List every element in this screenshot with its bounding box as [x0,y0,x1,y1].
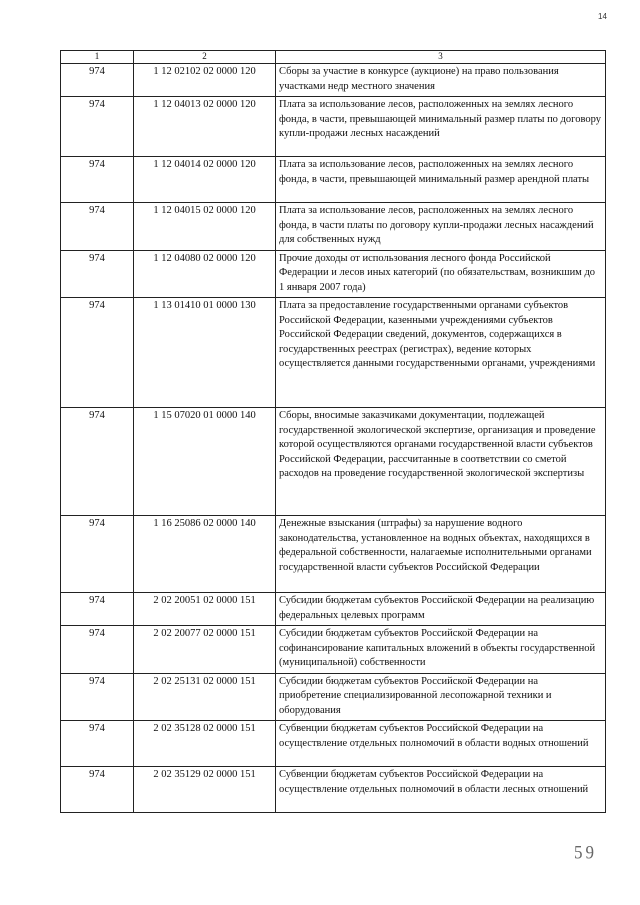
budget-code-cell: 2 02 20077 02 0000 151 [134,626,276,674]
table-row [61,767,606,813]
table-row [61,626,606,674]
revenue-name-cell: Субвенции бюджетам субъектов Российской Федерации на осуществление отдельных полномочий в области водных отношений [276,721,606,767]
budget-code-cell: 1 13 01410 01 0000 130 [134,298,276,408]
revenue-name-cell: Денежные взыскания (штрафы) за нарушение водного законодательства, установленное на водных объектах, находящихся в федеральной собственности, налагаемые исполнительными органами государственной власти субъектов Российской Федерации [276,516,606,593]
table-row [61,516,606,593]
budget-code-cell: 1 12 04080 02 0000 120 [134,250,276,298]
revenue-name-cell: Субсидии бюджетам субъектов Российской Федерации на софинансирование капитальных вложений в объекты государственной (муниципальной) собственности [276,626,606,674]
table-row [61,721,606,767]
revenue-name-cell: Прочие доходы от использования лесного фонда Российской Федерации и лесов иных категорий (по обязательствам, возникшим до 1 января 2007 года) [276,250,606,298]
table-row [61,203,606,251]
revenue-name-cell: Субсидии бюджетам субъектов Российской Федерации на реализацию федеральных целевых программ [276,593,606,626]
page-number: 14 [598,12,607,21]
budget-code-cell: 1 12 04015 02 0000 120 [134,203,276,251]
table-row [61,64,606,97]
table-row [61,408,606,516]
revenue-codes-table [60,50,606,813]
admin-code-cell: 974 [61,593,134,626]
revenue-name-cell: Плата за предоставление государственными органами субъектов Российской Федерации, казенными учреждениями субъектов Российской Федерации сведений, документов, содержащихся в государственных реестрах (регистрах), ведение которых осуществляется данными государственными органами, учреждениями [276,298,606,408]
column-header-2: 2 [134,51,276,64]
admin-code-cell: 974 [61,64,134,97]
budget-code-cell: 1 16 25086 02 0000 140 [134,516,276,593]
table-row [61,298,606,408]
admin-code-cell: 974 [61,408,134,516]
admin-code-cell: 974 [61,673,134,721]
admin-code-cell: 974 [61,767,134,813]
table-row [61,593,606,626]
header-row [61,51,606,64]
budget-code-cell: 2 02 25131 02 0000 151 [134,673,276,721]
budget-code-cell: 2 02 20051 02 0000 151 [134,593,276,626]
revenue-name-cell: Сборы за участие в конкурсе (аукционе) на право пользования участками недр местного значения [276,64,606,97]
revenue-name-cell: Плата за использование лесов, расположенных на землях лесного фонда, в части, превышающей минимальный размер арендной платы [276,157,606,203]
table-row [61,673,606,721]
budget-code-cell: 1 15 07020 01 0000 140 [134,408,276,516]
admin-code-cell: 974 [61,626,134,674]
table-row [61,250,606,298]
column-header-3: 3 [276,51,606,64]
admin-code-cell: 974 [61,516,134,593]
table-row [61,97,606,157]
admin-code-cell: 974 [61,721,134,767]
budget-code-cell: 2 02 35128 02 0000 151 [134,721,276,767]
revenue-name-cell: Плата за использование лесов, расположенных на землях лесного фонда, в части платы по договору купли-продажи лесных насаждений для собственных нужд [276,203,606,251]
handwritten-page-stamp: 59 [574,842,597,863]
budget-code-cell: 1 12 04013 02 0000 120 [134,97,276,157]
admin-code-cell: 974 [61,203,134,251]
revenue-name-cell: Плата за использование лесов, расположенных на землях лесного фонда, в части, превышающей минимальный размер платы по договору купли-продажи лесных насаждений [276,97,606,157]
budget-code-cell: 1 12 04014 02 0000 120 [134,157,276,203]
admin-code-cell: 974 [61,250,134,298]
admin-code-cell: 974 [61,298,134,408]
admin-code-cell: 974 [61,97,134,157]
budget-code-cell: 1 12 02102 02 0000 120 [134,64,276,97]
revenue-name-cell: Субсидии бюджетам субъектов Российской Федерации на приобретение специализированной лесопожарной техники и оборудования [276,673,606,721]
column-header-1: 1 [61,51,134,64]
table-row [61,157,606,203]
budget-code-cell: 2 02 35129 02 0000 151 [134,767,276,813]
revenue-name-cell: Сборы, вносимые заказчиками документации, подлежащей государственной экологической экспертизе, организация и проведение которой осуществляются органами государственной власти субъектов Российской Федерации, рассчитанные в соответствии со сметой расходов на проведение государственной экологической экспертизы [276,408,606,516]
admin-code-cell: 974 [61,157,134,203]
revenue-name-cell: Субвенции бюджетам субъектов Российской Федерации на осуществление отдельных полномочий в области лесных отношений [276,767,606,813]
